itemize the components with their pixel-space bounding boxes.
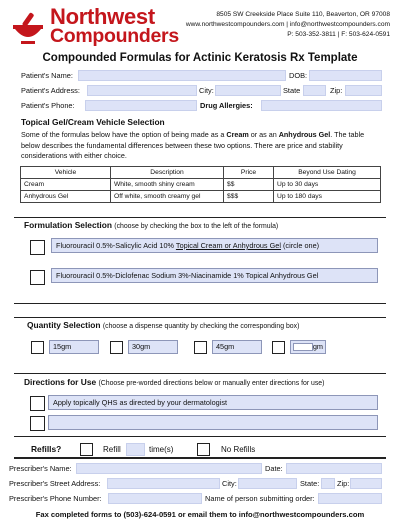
patient-city-field[interactable] bbox=[215, 85, 281, 96]
company-address: 8505 SW Creekside Place Suite 110, Beaverton, OR 97008 bbox=[216, 11, 390, 18]
divider bbox=[14, 317, 386, 318]
quantity-45gm-option[interactable]: 45gm bbox=[212, 340, 262, 354]
directions-2-checkbox[interactable] bbox=[30, 416, 45, 431]
quantity-custom-option[interactable]: gm bbox=[290, 340, 326, 354]
table-row bbox=[21, 179, 381, 191]
no-refills-checkbox[interactable] bbox=[197, 443, 210, 456]
patient-state-field[interactable] bbox=[303, 85, 326, 96]
no-refills-label: No Refills bbox=[221, 445, 256, 454]
prescriber-name-field[interactable] bbox=[76, 463, 262, 474]
dob-label: DOB: bbox=[289, 71, 308, 80]
table-cell: Up to 30 days bbox=[274, 179, 381, 191]
divider bbox=[14, 457, 386, 459]
cream-term: Cream bbox=[226, 130, 249, 139]
custom-quantity-input[interactable] bbox=[293, 343, 313, 351]
company-phone-fax: P: 503-352-3811 | F: 503-624-0591 bbox=[287, 31, 390, 38]
prescriber-address-label: Prescriber's Street Address: bbox=[9, 479, 101, 488]
quantity-30gm-option[interactable]: 30gm bbox=[128, 340, 178, 354]
prescriber-zip-field[interactable] bbox=[350, 478, 382, 489]
anhydrous-gel-term: Anhydrous Gel bbox=[278, 130, 331, 139]
table-cell: Cream bbox=[21, 179, 111, 191]
prescriber-name-label: Prescriber's Name: bbox=[9, 464, 72, 473]
table-cell: White, smooth shiny cream bbox=[111, 179, 224, 191]
quantity-30gm-checkbox[interactable] bbox=[110, 341, 123, 354]
directions-1-option[interactable]: Apply topically QHS as directed by your dermatologist bbox=[48, 395, 378, 410]
quantity-15gm-option[interactable]: 15gm bbox=[49, 340, 99, 354]
vehicle-comparison-table bbox=[20, 166, 381, 203]
patient-phone-label: Patient's Phone: bbox=[21, 101, 75, 110]
patient-zip-field[interactable] bbox=[345, 85, 382, 96]
table-cell: Up to 180 days bbox=[274, 191, 381, 203]
mortar-pestle-logo-icon bbox=[11, 11, 45, 45]
patient-state-label: State bbox=[283, 86, 301, 95]
date-field[interactable] bbox=[286, 463, 382, 474]
table-cell: $$$ bbox=[224, 191, 274, 203]
divider bbox=[14, 303, 386, 304]
divider bbox=[14, 217, 386, 218]
prescriber-city-label: City: bbox=[222, 479, 237, 488]
formulation-1-checkbox[interactable] bbox=[30, 240, 45, 255]
quantity-section-title: Quantity Selection (choose a dispense quantity by checking the corresponding box) bbox=[27, 320, 300, 330]
prescriber-state-field[interactable] bbox=[321, 478, 335, 489]
patient-address-field[interactable] bbox=[87, 85, 197, 96]
brand-name-line1: Northwest bbox=[50, 4, 155, 29]
patient-zip-label: Zip: bbox=[330, 86, 343, 95]
column-header: Beyond Use Dating bbox=[274, 167, 381, 179]
patient-address-label: Patient's Address: bbox=[21, 86, 80, 95]
dob-field[interactable] bbox=[309, 70, 382, 81]
prescriber-zip-label: Zip: bbox=[337, 479, 350, 488]
formulation-section-title: Formulation Selection (choose by checking the box to the left of the formula) bbox=[24, 220, 279, 230]
vehicle-description-paragraph: Some of the formulas below have the option of being made as a Cream or as an Anhydrous Gel. The table below describes the fundamental differences between these two options. There are price and stability considerations with either choice. bbox=[21, 130, 365, 160]
patient-phone-field[interactable] bbox=[85, 100, 197, 111]
drug-allergies-field[interactable] bbox=[261, 100, 382, 111]
table-cell: Anhydrous Gel bbox=[21, 191, 111, 203]
patient-city-label: City: bbox=[199, 86, 214, 95]
refill-count-field[interactable] bbox=[126, 443, 145, 456]
date-label: Date: bbox=[265, 464, 283, 473]
times-label: time(s) bbox=[149, 445, 174, 454]
prescriber-state-label: State: bbox=[300, 479, 320, 488]
quantity-custom-checkbox[interactable] bbox=[272, 341, 285, 354]
directions-custom-field[interactable] bbox=[48, 415, 378, 430]
refill-label: Refill bbox=[103, 445, 121, 454]
prescriber-address-field[interactable] bbox=[107, 478, 220, 489]
divider bbox=[14, 436, 386, 437]
vehicle-section-title: Topical Gel/Cream Vehicle Selection bbox=[21, 117, 165, 127]
footer-submission-note: Fax completed forms to (503)-624-0591 or email them to info@northwestcompounders.com bbox=[35, 510, 365, 519]
company-web-email: www.northwestcompounders.com | info@northwestcompounders.com bbox=[185, 21, 390, 28]
table-header-row bbox=[21, 167, 381, 179]
submitter-name-label: Name of person submitting order: bbox=[205, 494, 315, 503]
brand-name-line2: Compounders bbox=[50, 25, 179, 47]
divider bbox=[14, 373, 386, 374]
formulation-2-option[interactable]: Fluorouracil 0.5%-Diclofenac Sodium 3%-Niacinamide 1% Topical Anhydrous Gel bbox=[51, 268, 378, 283]
vehicle-choice: Topical Cream or Anhydrous Gel bbox=[175, 241, 281, 250]
refills-label: Refills? bbox=[31, 444, 62, 454]
formulation-1-option[interactable]: Fluorouracil 0.5%-Salicylic Acid 10% Topical Cream or Anhydrous Gel (circle one) bbox=[51, 238, 378, 253]
patient-name-label: Patient's Name: bbox=[21, 71, 73, 80]
formulation-2-checkbox[interactable] bbox=[30, 270, 45, 285]
prescriber-city-field[interactable] bbox=[238, 478, 297, 489]
table-row bbox=[21, 191, 381, 203]
column-header: Price bbox=[224, 167, 274, 179]
patient-name-field[interactable] bbox=[78, 70, 286, 81]
column-header: Description bbox=[111, 167, 224, 179]
prescriber-phone-label: Prescriber's Phone Number: bbox=[9, 494, 102, 503]
directions-1-checkbox[interactable] bbox=[30, 396, 45, 411]
quantity-15gm-checkbox[interactable] bbox=[31, 341, 44, 354]
column-header: Vehicle bbox=[21, 167, 111, 179]
drug-allergies-label: Drug Allergies: bbox=[200, 101, 253, 110]
table-cell: Off white, smooth creamy gel bbox=[111, 191, 224, 203]
table-cell: $$ bbox=[224, 179, 274, 191]
submitter-name-field[interactable] bbox=[318, 493, 382, 504]
prescriber-phone-field[interactable] bbox=[108, 493, 202, 504]
page-title: Compounded Formulas for Actinic Keratosis Rx Template bbox=[42, 52, 358, 64]
directions-section-title: Directions for Use (Choose pre-worded directions below or manually enter directions for use) bbox=[24, 377, 325, 387]
quantity-45gm-checkbox[interactable] bbox=[194, 341, 207, 354]
refill-checkbox[interactable] bbox=[80, 443, 93, 456]
